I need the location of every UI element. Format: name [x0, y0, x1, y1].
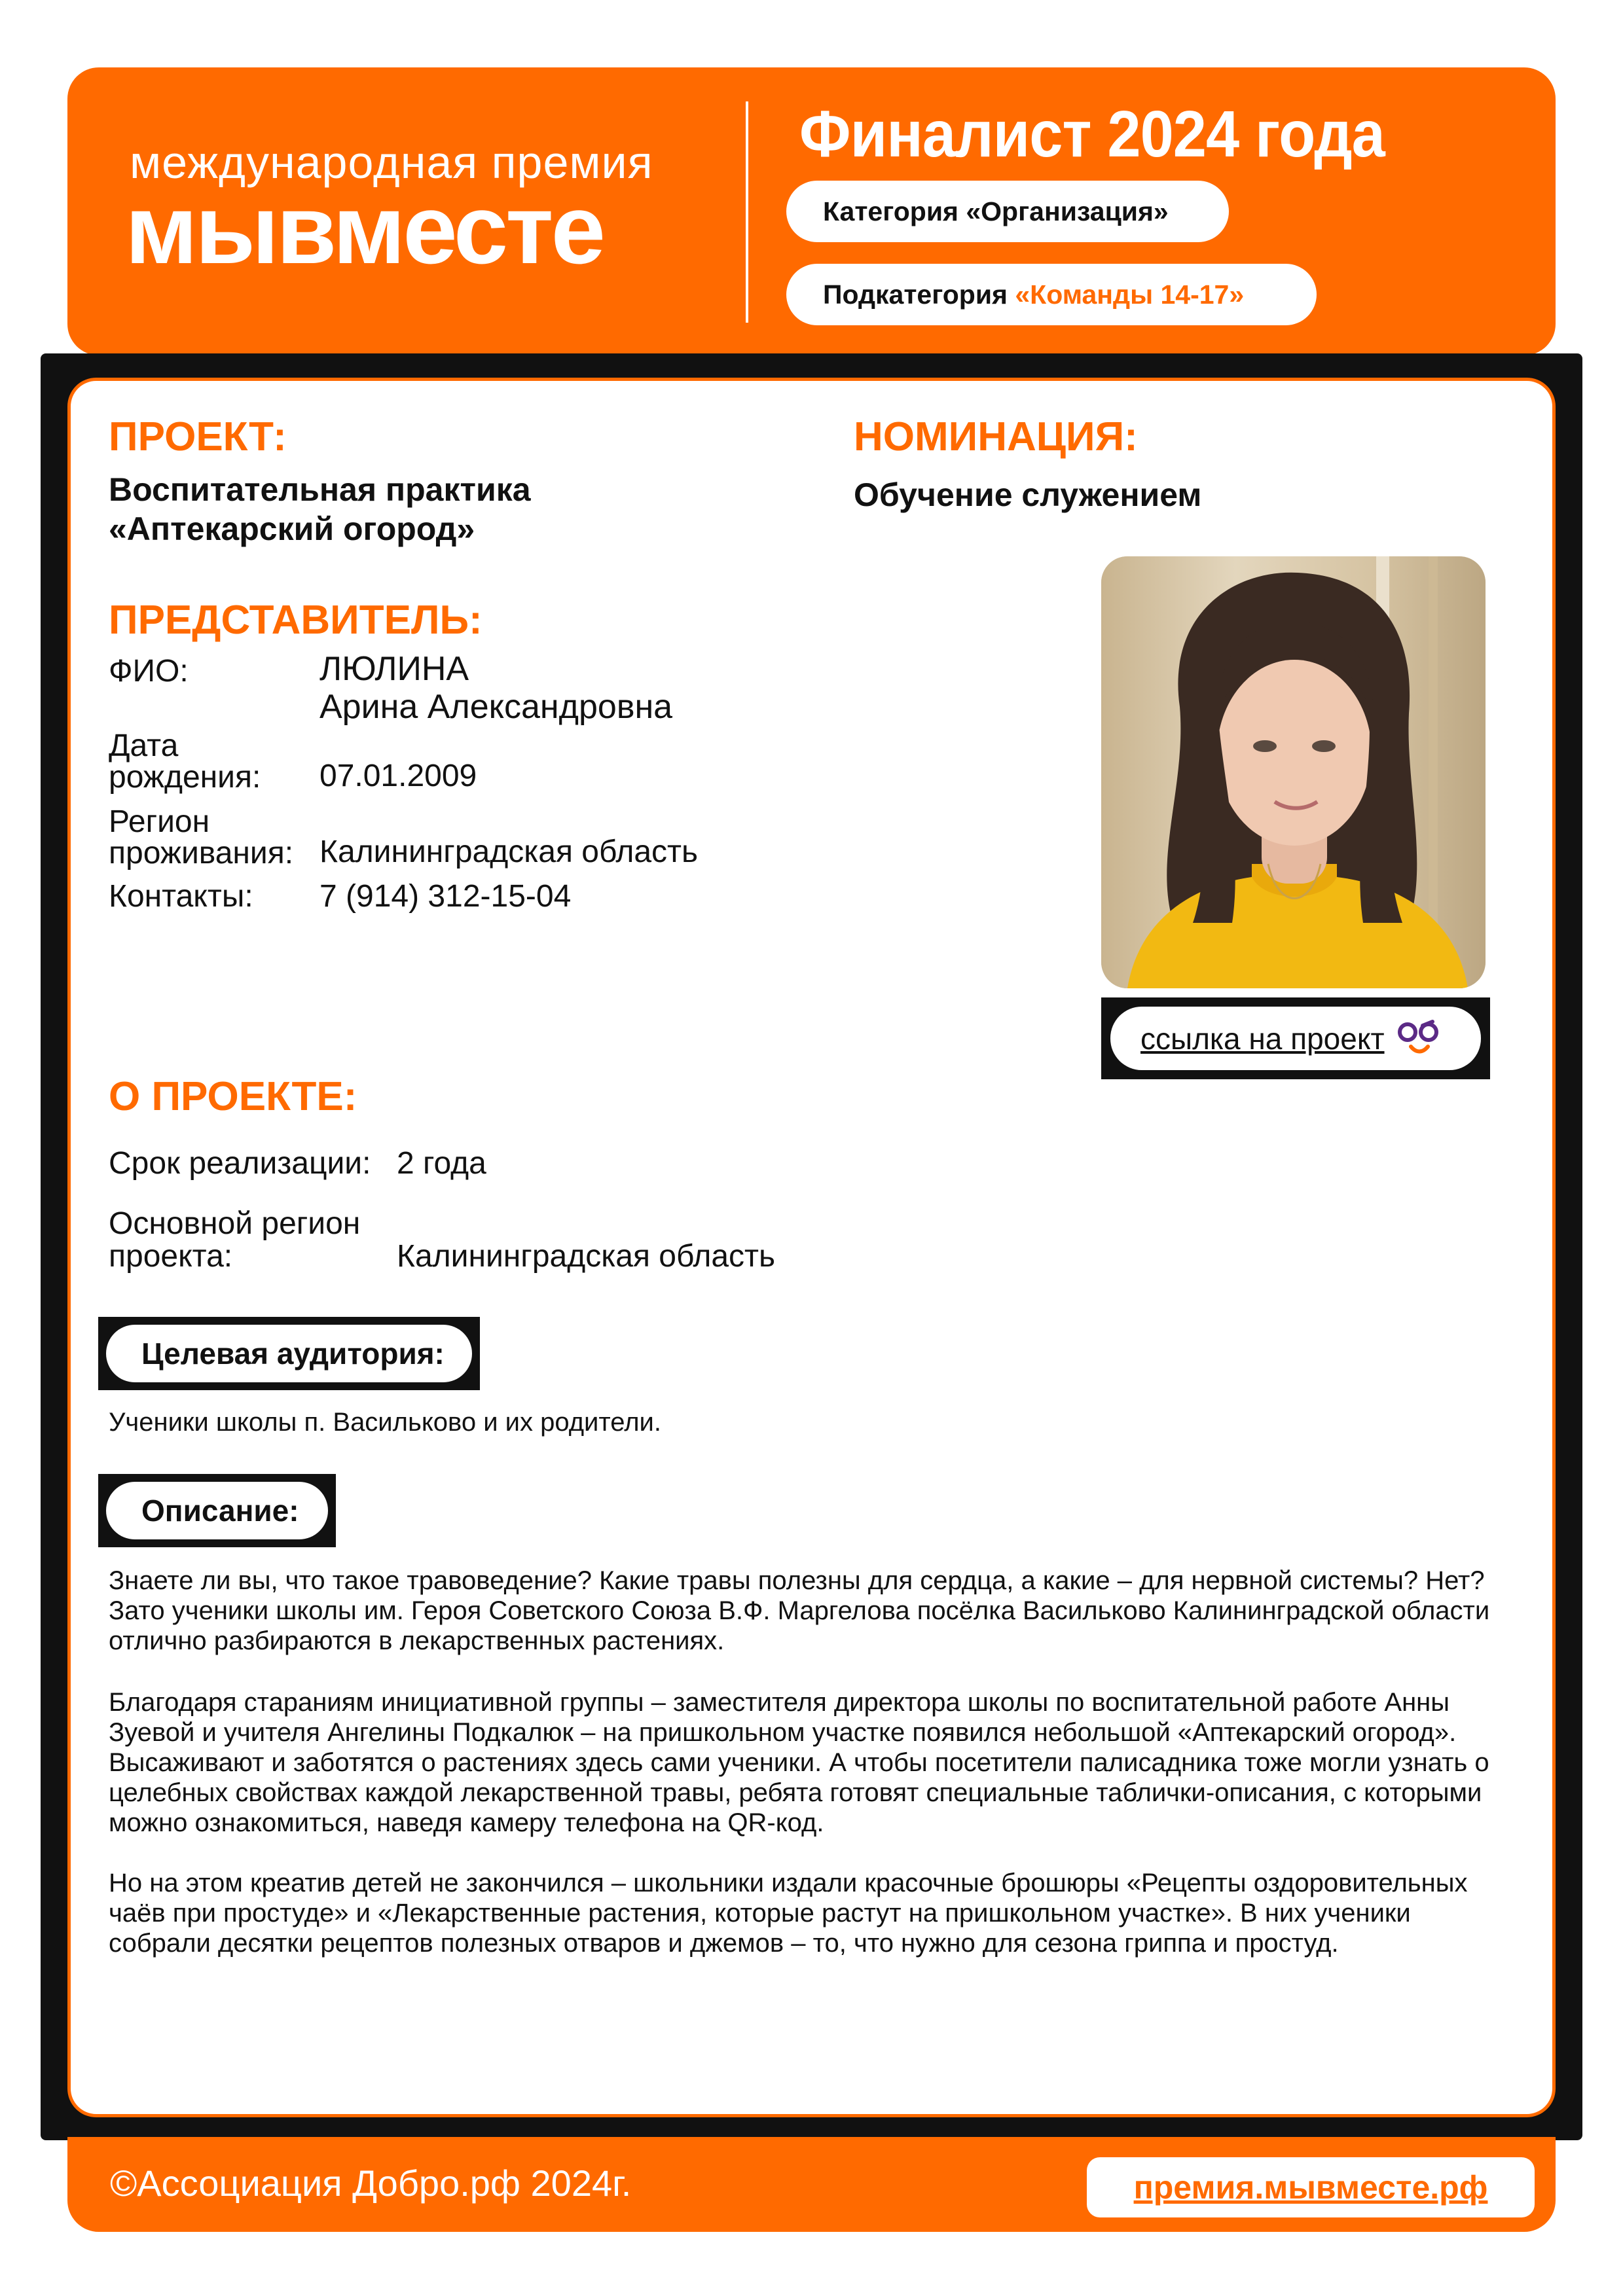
header-banner [67, 67, 1556, 355]
footer [67, 2137, 1556, 2232]
about-heading: О ПРОЕКТЕ: [109, 1074, 357, 1119]
nomination-value: Обучение служением [854, 476, 1202, 513]
copyright: ©Ассоциация Добро.рф 2024г. [110, 2162, 632, 2204]
category-badge [786, 181, 1229, 242]
contacts-value: 7 (914) 312-15-04 [319, 879, 572, 914]
birth-value: 07.01.2009 [319, 759, 477, 793]
birth-label-1: Дата [109, 728, 179, 763]
site-link-button[interactable] [1087, 2157, 1535, 2217]
representative-heading: ПРЕДСТАВИТЕЛЬ: [109, 598, 483, 643]
fio-name: Арина Александровна [319, 688, 673, 726]
fio-label: ФИО: [109, 654, 189, 689]
description-paragraph-1: Знаете ли вы, что такое травоведение? Какие травы полезны для сердца, а какие – для нервной системы? Нет? Зато ученики школы им. Героя Советского Союза В.Ф. Маргелова посёлка Васильково Калининградской области отлично разбираются в лекарственных растениях. [109, 1566, 1490, 1655]
project-name-line1: Воспитательная практика [109, 471, 531, 508]
term-value: 2 года [397, 1146, 486, 1181]
nomination-heading: НОМИНАЦИЯ: [854, 414, 1138, 459]
region-label-1: Регион [109, 804, 210, 839]
project-region-label-2: проекта: [109, 1239, 233, 1274]
project-region-value: Калининградская область [397, 1239, 776, 1274]
contacts-label: Контакты: [109, 879, 253, 914]
audience-tag [106, 1325, 472, 1382]
brand-subtitle: международная премия [130, 137, 653, 188]
audience-tag-text: Целевая аудитория: [141, 1336, 445, 1371]
region-label-2: проживания: [109, 836, 294, 870]
subcategory-badge [786, 264, 1317, 325]
project-heading: ПРОЕКТ: [109, 414, 287, 459]
description-tag [106, 1482, 328, 1539]
term-label: Срок реализации: [109, 1146, 371, 1181]
dobro-logo-icon [1396, 1019, 1441, 1058]
description-paragraph-2: Благодаря стараниям инициативной группы – заместителя директора школы по воспитательной работе Анны Зуевой и учителя Ангелины Подкалюк – на пришкольном участке появился небольшой «Аптекарский огород». Высаживают и заботятся о растениях здесь сами ученики. А чтобы посетители палисадника тоже могли узнать о целебных свойствах каждой лекарственной травы, ребята готовят специальные таблички-описания, с которыми можно ознакомиться, наведя камеру телефона на QR-код. [109, 1688, 1489, 1837]
finalist-title: Финалист 2024 года [799, 98, 1385, 171]
brand-logo: мывместе [125, 174, 604, 284]
fio-surname: ЛЮЛИНА [319, 650, 469, 688]
audience-text: Ученики школы п. Васильково и их родители. [109, 1408, 661, 1437]
representative-photo [1101, 556, 1486, 988]
project-region-label-1: Основной регион [109, 1206, 361, 1241]
subcategory-label: Подкатегория [823, 279, 1008, 310]
header-divider [746, 101, 748, 323]
subcategory-value: «Команды 14-17» [1015, 279, 1245, 310]
description-tag-text: Описание: [141, 1494, 299, 1528]
birth-label-2: рождения: [109, 760, 261, 795]
site-link-text[interactable]: премия.мывместе.рф [1133, 2169, 1488, 2206]
description-paragraph-3: Но на этом креатив детей не закончился – школьники издали красочные брошюры «Рецепты оздоровительных чаёв при простуде» и «Лекарственные растения, которые растут на пришкольном участке». В них ученики собрали десятки рецептов полезных отваров и джемов – то, что нужно для сезона гриппа и простуд. [109, 1869, 1468, 1958]
region-value: Калининградская область [319, 834, 699, 869]
project-name-line2: «Аптекарский огород» [109, 511, 475, 547]
category-text: Категория «Организация» [823, 196, 1169, 226]
project-link-text[interactable]: ссылка на проект [1140, 1021, 1385, 1056]
project-link-button[interactable] [1110, 1007, 1481, 1070]
portrait-image [1101, 556, 1486, 988]
